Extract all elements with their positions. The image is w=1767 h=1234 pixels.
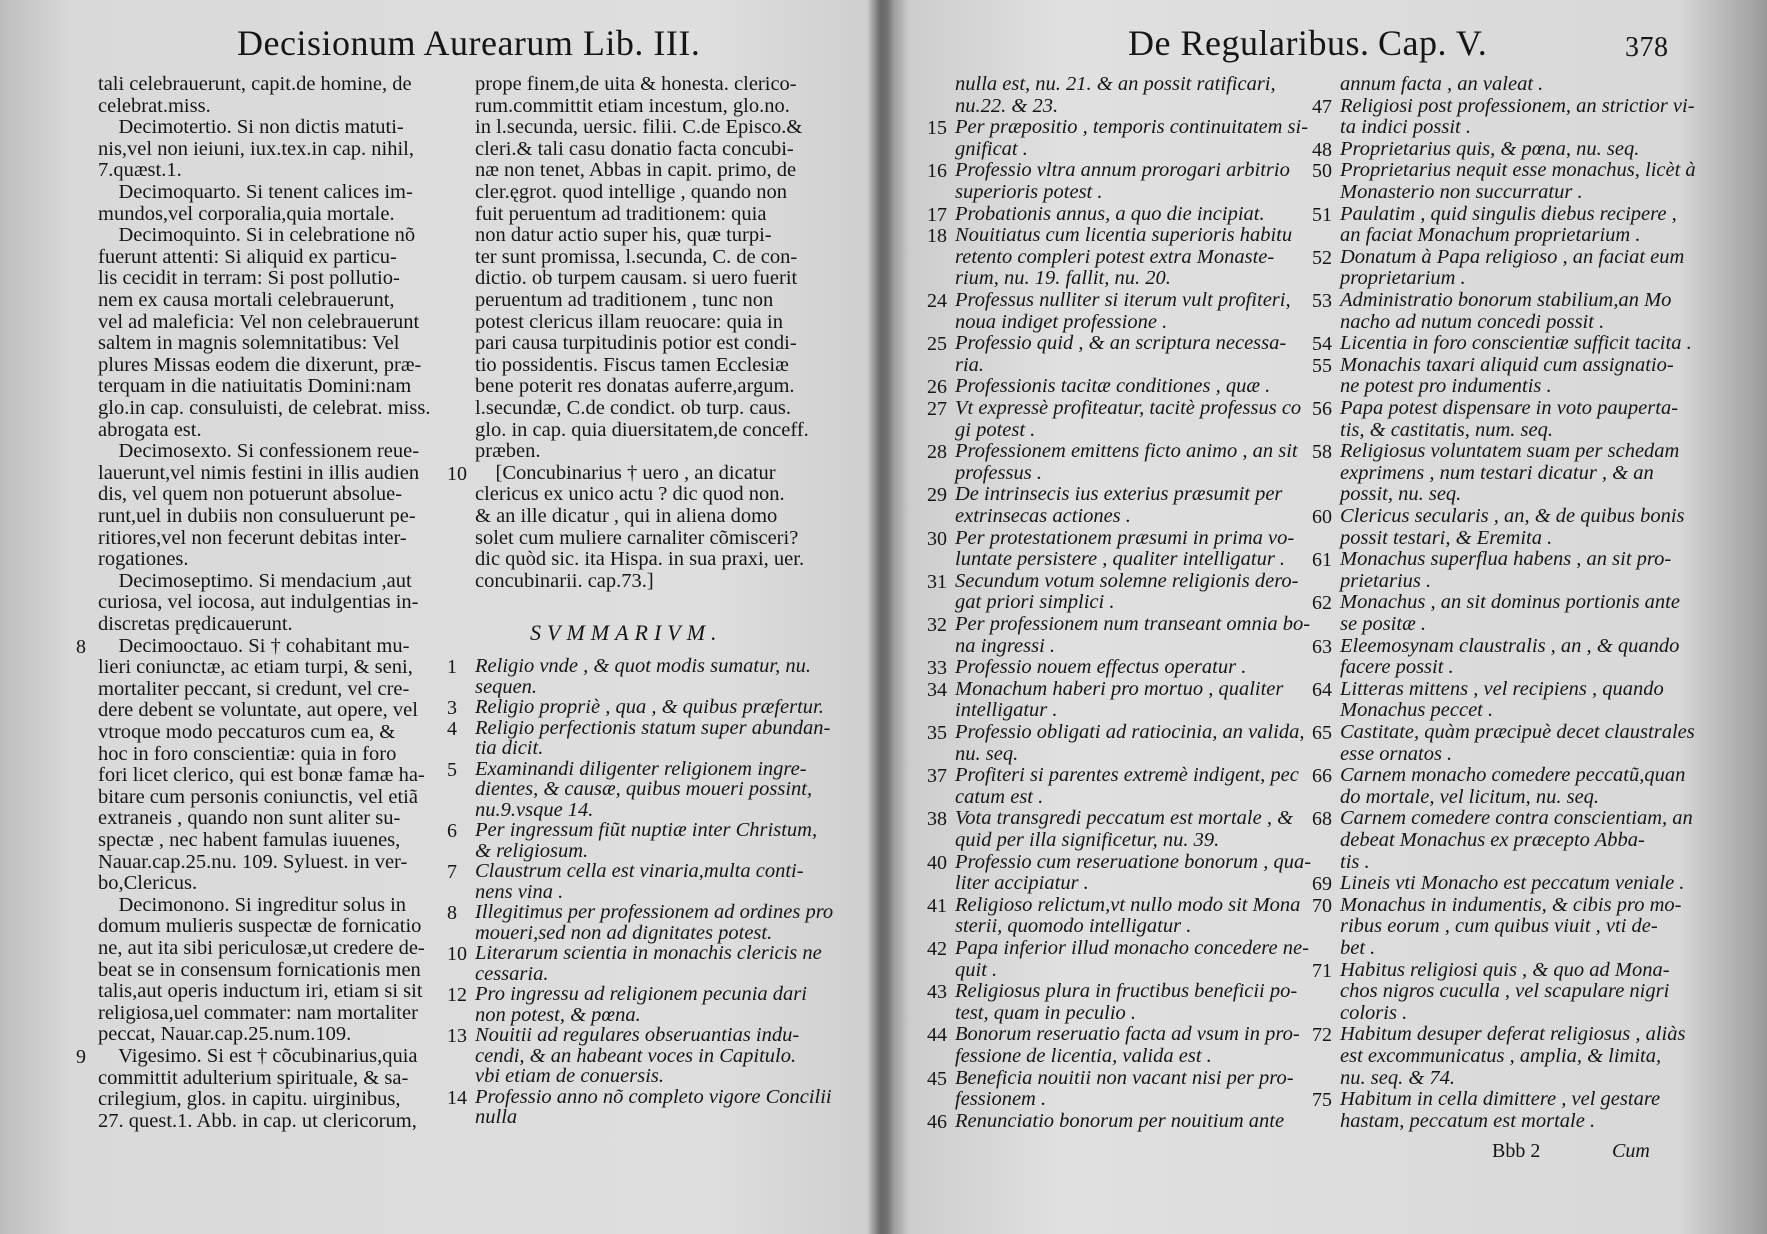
text-line: Pro ingressu ad religionem pecunia dari bbox=[475, 983, 807, 1005]
book-gutter bbox=[868, 0, 894, 1234]
margin-number: 10 bbox=[447, 462, 467, 485]
text-line: & an ille dicatur , qui in aliena domo bbox=[475, 505, 778, 527]
text-line: Professionis tacitæ conditiones , quæ . bbox=[955, 375, 1271, 398]
margin-number: 28 bbox=[927, 441, 947, 464]
text-line: gnificat . bbox=[955, 137, 1028, 160]
text-line: sequen. bbox=[475, 675, 538, 698]
text-line: exprimens , num testari dicatur , & an bbox=[1340, 461, 1654, 484]
margin-number: 1 bbox=[447, 656, 457, 678]
signature-mark: Bbb 2 bbox=[1492, 1140, 1541, 1162]
text-line: Habitum desuper deferat religiosus , aliàs bbox=[1340, 1023, 1686, 1046]
text-line: Administratio bonorum stabilium,an Mo bbox=[1340, 289, 1672, 311]
text-line: Religio propriè , qua , & quibus præfertur. bbox=[475, 696, 824, 718]
text-line: Claustrum cella est vinaria,multa conti- bbox=[475, 860, 804, 882]
text-line: Monachus in indumentis, & cibis pro mo- bbox=[1340, 893, 1682, 916]
text-line: Proprietarius quis, & pœna, nu. seq. bbox=[1340, 137, 1640, 160]
text-line: in l.secunda, uersic. filii. C.de Episco.& bbox=[475, 116, 803, 139]
margin-number: 26 bbox=[927, 376, 947, 399]
text-line: Beneficia nouitii non vacant nisi per pro- bbox=[955, 1066, 1294, 1089]
text-line: De intrinsecis ius exterius præsumit per bbox=[955, 483, 1283, 506]
margin-number: 31 bbox=[927, 570, 947, 593]
text-line: Litteras mittens , vel recipiens , quando bbox=[1340, 677, 1664, 700]
margin-number: 14 bbox=[447, 1086, 467, 1109]
text-line: bene poterit res donatas auferre,argum. bbox=[475, 375, 795, 398]
text-line: bitare cum personis coniunctis, vel etiã bbox=[98, 785, 418, 808]
margin-number: 13 bbox=[447, 1025, 467, 1047]
margin-number: 60 bbox=[1312, 506, 1332, 528]
text-line: Professionem emittens ficto animo , an sit bbox=[955, 440, 1298, 463]
text-line: Paulatim , quid singulis diebus recipere , bbox=[1340, 202, 1677, 225]
text-line: liter accipiatur . bbox=[955, 872, 1089, 895]
text-line: Decimoquinto. Si in celebratione nõ bbox=[98, 224, 416, 247]
text-line: cessaria. bbox=[475, 962, 549, 985]
text-line: dis, vel quem non potuerunt absolue- bbox=[98, 483, 403, 506]
summarium-title: SVMMARIVM. bbox=[530, 620, 723, 645]
margin-number: 63 bbox=[1312, 635, 1332, 658]
text-line: glo.in cap. consuluisti, de celebrat. miss. bbox=[98, 397, 431, 419]
text-line: gat priori simplici . bbox=[955, 591, 1115, 614]
margin-number: 12 bbox=[447, 984, 467, 1006]
text-line: Professio obligati ad ratiocinia, an valida, bbox=[955, 721, 1305, 743]
text-line: intelligatur . bbox=[955, 699, 1058, 722]
text-line: debeat Monachus ex præcepto Abba- bbox=[1340, 829, 1645, 851]
text-line: 27. quest.1. Abb. in cap. ut clericorum, bbox=[98, 1109, 417, 1132]
text-line: lauerunt,vel nimis festini in illis audien bbox=[98, 461, 420, 484]
text-line: glo. in cap. quia diuersitatem,de conceff. bbox=[475, 418, 809, 441]
margin-number: 50 bbox=[1312, 160, 1332, 183]
text-line: coloris . bbox=[1340, 1001, 1408, 1024]
text-line: Habitus religiosi quis , & quo ad Mona- bbox=[1340, 958, 1670, 981]
text-line: Decimooctauo. Si † cohabitant mu- bbox=[98, 634, 410, 657]
text-line: 7.quæst.1. bbox=[98, 159, 182, 182]
text-line: quit . bbox=[955, 958, 998, 981]
margin-number: 52 bbox=[1312, 246, 1332, 269]
text-line: hoc in foro conscientiæ: quia in foro bbox=[98, 742, 397, 765]
margin-number: 40 bbox=[927, 851, 947, 874]
text-line: superioris potest . bbox=[955, 181, 1103, 203]
text-line: committit adulterium spirituale, & sa- bbox=[98, 1066, 409, 1089]
text-line: test, quam in peculio . bbox=[955, 1001, 1137, 1024]
text-line: Habitum in cella dimittere , vel gestare bbox=[1340, 1088, 1661, 1111]
text-line: Decimosexto. Si confessionem reue- bbox=[98, 440, 420, 463]
text-line: catum est . bbox=[955, 785, 1044, 808]
text-line: pari causa turpitudinis potior est condi- bbox=[475, 332, 797, 355]
text-line: concubinarii. cap.73.] bbox=[475, 569, 654, 592]
text-line: do mortale, vel licitum, nu. seq. bbox=[1340, 785, 1600, 808]
margin-number: 55 bbox=[1312, 354, 1332, 377]
margin-number: 38 bbox=[927, 808, 947, 831]
text-line: dere debent se voluntate, aut opere, vel bbox=[98, 699, 418, 722]
text-line: Monachum haberi pro mortuo , qualiter bbox=[955, 677, 1284, 700]
margin-number: 9 bbox=[76, 1046, 86, 1068]
text-line: nulla est, nu. 21. & an possit ratificari, bbox=[955, 73, 1276, 95]
text-line: esse ornatos . bbox=[1340, 742, 1453, 765]
margin-number: 47 bbox=[1312, 95, 1332, 118]
text-line: an faciat Monachum proprietarium . bbox=[1340, 224, 1641, 247]
margin-number: 24 bbox=[927, 290, 947, 312]
text-line: ritiores,vel non fecerunt debitas inter- bbox=[98, 526, 407, 549]
text-line: Per ingressum fiũt nuptiæ inter Christum, bbox=[475, 819, 818, 841]
margin-number: 10 bbox=[447, 943, 467, 965]
text-line: Lineis vti Monacho est peccatum veniale . bbox=[1340, 872, 1685, 895]
text-line: prietarius . bbox=[1340, 569, 1432, 592]
text-line: Papa inferior illud monacho concedere ne- bbox=[955, 937, 1309, 959]
text-line: Monachus , an sit dominus portionis ante bbox=[1340, 591, 1680, 614]
left-running-head: Decisionum Aurearum Lib. III. bbox=[237, 23, 701, 63]
text-line: bet . bbox=[1340, 937, 1376, 959]
text-line: Religiosus voluntatem suam per schedam bbox=[1340, 440, 1680, 463]
text-line: Decimoseptimo. Si mendacium ,aut bbox=[98, 569, 412, 592]
text-line: peccat, Nauar.cap.25.num.109. bbox=[98, 1023, 352, 1046]
margin-number: 72 bbox=[1312, 1024, 1332, 1047]
text-line: næ non tenet, Abbas in capit. primo, de bbox=[475, 159, 797, 182]
margin-number: 68 bbox=[1312, 808, 1332, 831]
text-line: nu.9.vsque 14. bbox=[475, 798, 594, 821]
margin-number: 25 bbox=[927, 333, 947, 356]
margin-number: 54 bbox=[1312, 333, 1332, 356]
text-line: [Concubinarius † uero , an dicatur bbox=[475, 461, 776, 484]
text-line: Secundum votum solemne religionis dero- bbox=[955, 569, 1299, 592]
text-line: dientes, & causæ, quibus moueri possint, bbox=[475, 778, 813, 800]
text-line: sterii, quomodo intelligatur . bbox=[955, 915, 1192, 938]
text-line: præben. bbox=[475, 440, 541, 463]
text-line: na ingressi . bbox=[955, 634, 1056, 657]
text-line: Proprietarius nequit esse monachus, licèt à bbox=[1340, 159, 1696, 182]
text-line: lieri coniunctæ, ac etiam turpi, & seni, bbox=[98, 656, 413, 679]
text-line: gi potest . bbox=[955, 418, 1036, 441]
text-line: Vota transgredi peccatum est mortale , & bbox=[955, 807, 1294, 830]
text-line: nis,vel non ieiuni, iux.tex.in cap. nihil, bbox=[98, 137, 414, 160]
margin-number: 33 bbox=[927, 657, 947, 680]
text-line: Professio nouem effectus operatur . bbox=[955, 656, 1247, 679]
text-line: lis cecidit in terram: Si post pollutio- bbox=[98, 267, 400, 290]
text-line: Per protestationem præsumi in prima vo- bbox=[955, 526, 1295, 549]
margin-number: 29 bbox=[927, 484, 947, 507]
text-line: ria. bbox=[955, 353, 985, 376]
margin-number: 8 bbox=[447, 902, 457, 924]
margin-number: 41 bbox=[927, 894, 947, 917]
text-line: beat se in consensum fornicationis men bbox=[98, 958, 421, 981]
text-line: Professio cum reseruatione bonorum , qua- bbox=[955, 850, 1312, 873]
text-line: cleri.& tali casu donatio facta concubi- bbox=[475, 137, 794, 160]
text-line: Professio quid , & an scriptura necessa- bbox=[955, 332, 1287, 355]
margin-number: 48 bbox=[1312, 138, 1332, 161]
text-line: quid per illa significetur, nu. 39. bbox=[955, 829, 1220, 851]
margin-number: 44 bbox=[927, 1024, 947, 1047]
text-line: extraneis , quando non sunt aliter su- bbox=[98, 807, 401, 830]
margin-number: 6 bbox=[447, 820, 457, 842]
margin-number: 51 bbox=[1312, 203, 1332, 226]
margin-number: 18 bbox=[927, 225, 947, 248]
text-line: Religio perfectionis statum super abundan- bbox=[475, 716, 831, 739]
text-line: possit testari, & Eremita . bbox=[1340, 526, 1553, 549]
right-running-head: De Regularibus. bbox=[1128, 23, 1370, 63]
margin-number: 3 bbox=[447, 697, 457, 719]
text-line: talis,aut operis inductum iri, etiam si sit bbox=[98, 980, 423, 1003]
margin-number: 46 bbox=[927, 1110, 947, 1133]
text-line: est excommunicatus , amplia, & limita, bbox=[1340, 1045, 1662, 1067]
text-line: non datur actio super his, quæ turpi- bbox=[475, 224, 772, 247]
text-line: Papa potest dispensare in voto pauperta- bbox=[1340, 397, 1679, 419]
text-line: terquam in die natiuitatis Domini:nam bbox=[98, 375, 412, 398]
text-line: plures Missas eodem die dixerunt, præ- bbox=[98, 353, 422, 376]
text-line: Castitate, quàm præcipuè decet claustrales bbox=[1340, 721, 1695, 743]
text-line: Nouitiatus cum licentia superioris habitu bbox=[955, 224, 1293, 247]
text-line: fessionem . bbox=[955, 1088, 1047, 1111]
text-line: Literarum scientia in monachis clericis ne bbox=[475, 942, 822, 964]
margin-number: 58 bbox=[1312, 441, 1332, 464]
text-line: Religio vnde , & quot modis sumatur, nu. bbox=[475, 655, 811, 677]
text-line: se positæ . bbox=[1340, 613, 1426, 635]
text-line: cler.ęgrot. quod intellige , quando non bbox=[475, 181, 787, 203]
text-line: potest clericus illam reuocare: quia in bbox=[475, 310, 783, 333]
margin-number: 66 bbox=[1312, 765, 1332, 788]
text-line: chos nigros cuculla , vel scapulare nigri bbox=[1340, 980, 1670, 1003]
text-line: Decimoquarto. Si tenent calices im- bbox=[98, 181, 413, 203]
text-line: Decimonono. Si ingreditur solus in bbox=[98, 893, 407, 916]
text-line: Religiosi post professionem, an strictior vi- bbox=[1340, 94, 1695, 117]
text-line: Decimotertio. Si non dictis matuti- bbox=[98, 116, 404, 139]
margin-number: 70 bbox=[1312, 894, 1332, 917]
text-line: Professus nulliter si iterum vult profiteri, bbox=[955, 289, 1291, 311]
text-line: Profiteri si parentes extremè indigent, pec bbox=[955, 764, 1299, 787]
text-line: cendi, & an habeant voces in Capitulo. bbox=[475, 1044, 797, 1067]
text-line: l.secundæ, C.de condict. ob turp. caus. bbox=[475, 397, 791, 419]
text-line: vtroque modo peccaturos cum ea, & bbox=[98, 721, 396, 743]
text-line: tis . bbox=[1340, 850, 1370, 873]
text-line: celebrat.miss. bbox=[98, 94, 211, 117]
margin-number: 37 bbox=[927, 765, 947, 788]
text-line: ter sunt promissa, l.secunda, C. de con- bbox=[475, 245, 798, 268]
margin-number: 45 bbox=[927, 1067, 947, 1090]
text-line: Religiosus plura in fructibus beneficii po- bbox=[955, 980, 1298, 1003]
text-line: mortaliter peccant, si credunt, vel cre- bbox=[98, 677, 410, 700]
margin-number: 30 bbox=[927, 527, 947, 550]
margin-number: 15 bbox=[927, 117, 947, 140]
text-line: discretas prędicauerunt. bbox=[98, 613, 293, 635]
text-line: bo,Clericus. bbox=[98, 872, 198, 895]
margin-number: 61 bbox=[1312, 549, 1332, 572]
catchword: Cum bbox=[1612, 1140, 1650, 1162]
text-line: nu.22. & 23. bbox=[955, 94, 1059, 117]
text-line: Vigesimo. Si est † cõcubinarius,quia bbox=[98, 1045, 418, 1067]
margin-number: 5 bbox=[447, 758, 457, 781]
text-line: Monasterio non succurratur . bbox=[1340, 181, 1583, 203]
text-line: abrogata est. bbox=[98, 418, 202, 441]
text-line: peruentum ad traditionem , tunc non bbox=[475, 289, 774, 311]
margin-number: 34 bbox=[927, 678, 947, 701]
text-line: nacho ad nutum concedi possit . bbox=[1340, 310, 1605, 333]
text-line: fuit peruentum ad traditionem: quia bbox=[475, 202, 767, 225]
text-line: clericus ex unico actu ? dic quod non. bbox=[475, 483, 785, 506]
margin-number: 43 bbox=[927, 981, 947, 1004]
margin-number: 16 bbox=[927, 160, 947, 183]
text-line: fessione de licentia, valida est . bbox=[955, 1045, 1212, 1067]
text-line: ne, aut ita sibi periculosæ,ut credere de- bbox=[98, 937, 425, 959]
text-line: runt,uel in dubiis non consuluerunt pe- bbox=[98, 505, 416, 527]
margin-number: 32 bbox=[927, 614, 947, 636]
text-line: rum.committit etiam incestum, glo.no. bbox=[475, 94, 790, 117]
margin-number: 71 bbox=[1312, 959, 1332, 982]
text-line: rogationes. bbox=[98, 548, 189, 571]
text-line: facere possit . bbox=[1340, 656, 1454, 679]
text-line: Per professionem num transeant omnia bo- bbox=[955, 613, 1311, 635]
text-line: religiosa,uel commater: nam mortaliter bbox=[98, 1001, 418, 1024]
margin-number: 62 bbox=[1312, 592, 1332, 615]
text-line: Nouitii ad regulares obseruantias indu- bbox=[475, 1024, 800, 1046]
margin-number: 69 bbox=[1312, 873, 1332, 896]
text-line: ta indici possit . bbox=[1340, 116, 1471, 139]
text-line: crilegium, glos. in capitu. uirginibus, bbox=[98, 1088, 401, 1111]
text-line: Clericus secularis , an, & de quibus bonis bbox=[1340, 505, 1685, 527]
margin-number: 27 bbox=[927, 398, 947, 420]
text-line: dictio. ob turpem causam. si uero fuerit bbox=[475, 267, 798, 290]
text-line: moueri,sed non ad dignitates potest. bbox=[475, 921, 773, 944]
margin-number: 4 bbox=[447, 717, 457, 740]
text-line: hastam, peccatum est mortale . bbox=[1340, 1109, 1596, 1132]
text-line: tia dicit. bbox=[475, 737, 544, 759]
text-line: dic quòd sic. ita Hispa. in sua praxi, uer. bbox=[475, 548, 805, 571]
text-line: Nauar.cap.25.nu. 109. Syluest. in ver- bbox=[98, 850, 408, 873]
text-line: prope finem,de uita & honesta. clerico- bbox=[475, 73, 797, 95]
text-line: Professio vltra annum prorogari arbitrio bbox=[955, 159, 1290, 182]
text-line: Monachis taxari aliquid cum assignatio- bbox=[1340, 353, 1674, 376]
text-line: luntate persistere , qualiter intelligatur . bbox=[955, 548, 1286, 571]
margin-number: 64 bbox=[1312, 678, 1332, 701]
text-line: Per præpositio , temporis continuitatem si- bbox=[955, 116, 1309, 139]
margin-number: 65 bbox=[1312, 722, 1332, 744]
text-line: solet cum muliere carnaliter cõmisceri? bbox=[475, 526, 799, 549]
margin-number: 53 bbox=[1312, 290, 1332, 312]
text-line: extrinsecas actiones . bbox=[955, 505, 1131, 527]
text-line: & religiosum. bbox=[475, 839, 589, 862]
margin-number: 17 bbox=[927, 203, 947, 226]
text-line: curiosa, vel iocosa, aut indulgentias in- bbox=[98, 591, 419, 614]
margin-number: 8 bbox=[76, 635, 86, 658]
text-line: Eleemosynam claustralis , an , & quando bbox=[1340, 634, 1680, 657]
text-line: Carnem comedere contra conscientiam, an bbox=[1340, 807, 1693, 830]
text-line: rium, nu. 19. fallit, nu. 20. bbox=[955, 267, 1171, 290]
text-line: Professio anno nõ completo vigore Concilii bbox=[475, 1085, 832, 1108]
text-line: annum facta , an valeat . bbox=[1340, 73, 1544, 95]
text-line: professus . bbox=[955, 461, 1042, 484]
margin-number: 35 bbox=[927, 722, 947, 744]
text-line: noua indiget professione . bbox=[955, 310, 1168, 333]
text-line: Bonorum reseruatio facta ad vsum in pro- bbox=[955, 1023, 1300, 1046]
text-line: vbi etiam de conuersis. bbox=[475, 1065, 665, 1087]
text-line: proprietarium . bbox=[1340, 267, 1466, 290]
text-line: tali celebrauerunt, capit.de homine, de bbox=[98, 73, 412, 95]
text-line: Religioso relictum,vt nullo modo sit Mona bbox=[955, 893, 1301, 916]
text-line: non potest, & pœna. bbox=[475, 1003, 641, 1026]
text-line: domum mulieris suspectæ de fornicatio bbox=[98, 915, 422, 938]
text-line: ne potest pro indumentis . bbox=[1340, 375, 1552, 398]
text-line: nem ex causa mortali celebrauerunt, bbox=[98, 289, 395, 311]
text-line: Vt expressè profiteatur, tacitè professus co bbox=[955, 397, 1302, 419]
text-line: saltem in magnis solemnitatibus: Vel bbox=[98, 332, 400, 355]
text-line: Illegitimus per professionem ad ordines pro bbox=[475, 901, 834, 923]
text-line: Monachus superflua habens , an sit pro- bbox=[1340, 548, 1672, 571]
text-line: Carnem monacho comedere peccatũ,quan bbox=[1340, 764, 1686, 787]
text-line: ribus eorum , cum quibus viuit , vti de- bbox=[1340, 915, 1658, 938]
text-line: tis, & castitatis, num. seq. bbox=[1340, 418, 1553, 441]
text-line: Renunciatio bonorum per nouitium ante bbox=[955, 1109, 1285, 1132]
folio-number: 378 bbox=[1625, 32, 1669, 63]
text-line: nulla bbox=[475, 1106, 518, 1128]
text-line: Examinandi diligenter religionem ingre- bbox=[475, 757, 807, 780]
text-line: possit, nu. seq. bbox=[1340, 483, 1462, 506]
text-line: vel ad maleficia: Vel non celebrauerunt bbox=[98, 310, 420, 333]
text-line: Monachus peccet . bbox=[1340, 699, 1494, 722]
text-line: Probationis annus, a quo die incipiat. bbox=[955, 202, 1265, 225]
text-line: spectæ , nec habent famulas iuuenes, bbox=[98, 829, 401, 851]
text-line: Licentia in foro conscientiæ sufficit tacita . bbox=[1340, 332, 1692, 355]
margin-number: 7 bbox=[447, 861, 457, 883]
chapter-heading: Cap. V. bbox=[1378, 23, 1488, 63]
text-line: tio possidentis. Fiscus tamen Ecclesiæ bbox=[475, 353, 789, 376]
text-line: fuerunt attenti: Si aliquid ex particu- bbox=[98, 245, 397, 268]
text-line: fori licet clerico, qui est bonæ famæ ha- bbox=[98, 764, 425, 787]
text-line: retento compleri potest extra Monaste- bbox=[955, 245, 1275, 268]
text-line: nu. seq. bbox=[955, 742, 1019, 765]
text-line: nens vina . bbox=[475, 880, 564, 903]
text-line: mundos,vel corporalia,quia mortale. bbox=[98, 202, 395, 225]
margin-number: 56 bbox=[1312, 398, 1332, 420]
text-line: Donatum à Papa religioso , an faciat eum bbox=[1340, 245, 1685, 268]
text-line: nu. seq. & 74. bbox=[1340, 1066, 1456, 1089]
margin-number: 75 bbox=[1312, 1089, 1332, 1112]
margin-number: 42 bbox=[927, 938, 947, 960]
